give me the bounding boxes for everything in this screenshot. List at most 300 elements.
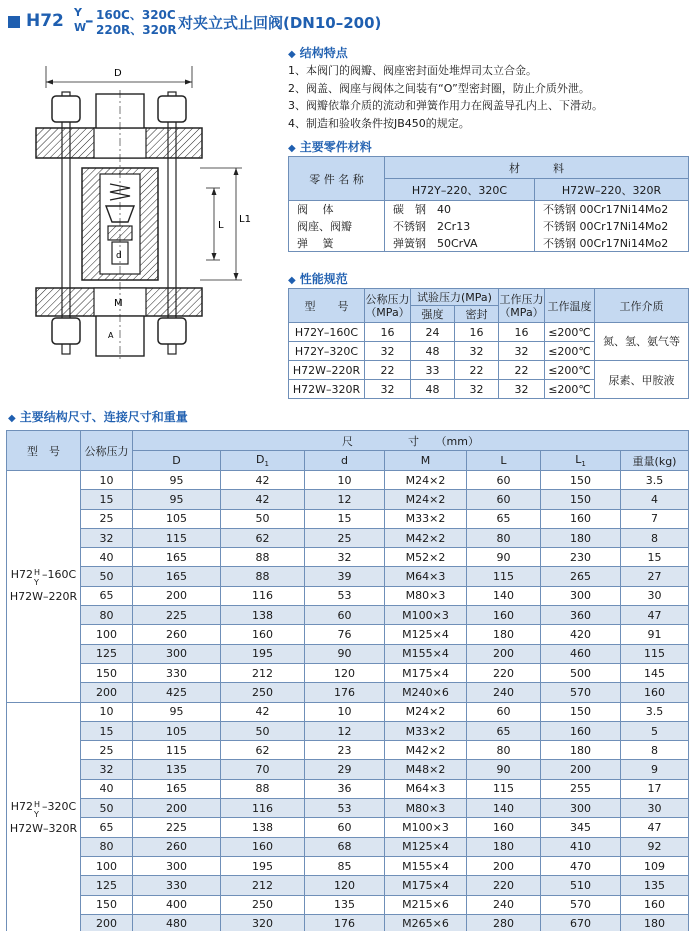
table-row [7,779,689,798]
dim-cell-D1: 88 [221,548,305,567]
dim-cell-weight: 3.5 [621,702,689,721]
dim-cell-weight: 109 [621,856,689,875]
dim-cell-L: 60 [467,490,541,509]
dim-cell-M: M52×2 [385,548,467,567]
dim-cell-M: M175×4 [385,663,467,682]
dim-cell-D1: 320 [221,914,305,931]
dim-cell-L1: 345 [541,818,621,837]
dim-cell-D1: 212 [221,663,305,682]
title-sub: W [74,21,87,34]
perf-strength: 48 [411,380,455,399]
dim-col-D1: $D_1$ [221,451,305,471]
dim-cell-pn: 10 [81,702,133,721]
dim-cell-M: M42×2 [385,741,467,760]
dim-cell-weight: 9 [621,760,689,779]
dim-cell-d: 76 [305,625,385,644]
dim-cell-L1: 300 [541,586,621,605]
dim-cell-M: M215×6 [385,895,467,914]
dim-cell-weight: 30 [621,586,689,605]
dim-cell-D1: 50 [221,721,305,740]
dim-cell-M: M100×3 [385,606,467,625]
dim-cell-D: 95 [133,490,221,509]
mat-col-b: H72W–220、320R [535,179,689,201]
dim-cell-L: 65 [467,509,541,528]
perf-strength: 33 [411,361,455,380]
dim-cell-D: 400 [133,895,221,914]
dim-cell-pn: 150 [81,895,133,914]
dim-cell-pn: 65 [81,586,133,605]
dim-cell-weight: 4 [621,490,689,509]
perf-temp: ≤200℃ [545,342,595,361]
dim-cell-L1: 360 [541,606,621,625]
materials-table [288,156,689,252]
dim-cell-pn: 80 [81,837,133,856]
dim-cell-d: 10 [305,471,385,490]
dim-cell-M: M100×3 [385,818,467,837]
dim-cell-D: 330 [133,663,221,682]
dim-col-d: d [305,451,385,471]
dim-cell-D: 260 [133,625,221,644]
title-bottom-option: 220R、320R [96,23,177,37]
dim-cell-L: 160 [467,606,541,625]
perf-medium-c: 氮、氢、氨气等 [595,323,689,361]
dimensions-table [6,430,689,931]
dim-col-L: L [467,451,541,471]
dim-col-model: 型 号 [7,431,81,471]
dim-cell-L: 160 [467,818,541,837]
dim-cell-M: M64×3 [385,567,467,586]
perf-seal: 16 [455,323,499,342]
dim-cell-d: 120 [305,876,385,895]
dim-col-L1: $L_1$ [541,451,621,471]
dim-cell-L: 180 [467,837,541,856]
dim-cell-pn: 65 [81,818,133,837]
dim-cell-weight: 145 [621,663,689,682]
title-square-icon [8,16,20,28]
dim-cell-D: 165 [133,567,221,586]
dim-cell-d: 60 [305,818,385,837]
dim-cell-D1: 195 [221,644,305,663]
perf-work: 32 [499,380,545,399]
dim-cell-weight: 115 [621,644,689,663]
table-row [289,218,689,235]
dim-cell-pn: 100 [81,625,133,644]
dim-label-d: d [116,251,122,261]
dim-cell-weight: 15 [621,548,689,567]
dim-cell-weight: 91 [621,625,689,644]
dim-cell-pn: 10 [81,471,133,490]
dim-cell-d: 176 [305,683,385,702]
dim-cell-L: 90 [467,548,541,567]
dim-cell-weight: 47 [621,818,689,837]
dim-col-pn: 公称压力 [81,431,133,471]
dim-cell-D: 330 [133,876,221,895]
table-row [7,663,689,682]
dim-cell-L1: 670 [541,914,621,931]
dim-cell-L1: 150 [541,702,621,721]
perf-col-nominal: 公称压力（MPa） [365,289,411,323]
table-row [7,837,689,856]
dim-cell-M: M24×2 [385,471,467,490]
dim-cell-pn: 50 [81,567,133,586]
mat-b: 不锈钢 00Cr17Ni14Mo2 [535,218,689,235]
dim-cell-D1: 62 [221,741,305,760]
dim-cell-d: 68 [305,837,385,856]
dim-cell-D1: 116 [221,586,305,605]
dim-cell-L: 200 [467,856,541,875]
dim-cell-L: 280 [467,914,541,931]
dim-cell-pn: 40 [81,779,133,798]
table-row [7,760,689,779]
dim-cell-L1: 150 [541,471,621,490]
feature-item: 2、阀盖、阀座与阀体之间装有“O”型密封圈，防止介质外泄。 [288,81,590,95]
dim-cell-pn: 200 [81,683,133,702]
dim-cell-L1: 180 [541,741,621,760]
perf-col-strength: 强度 [411,306,455,323]
dim-cell-D1: 160 [221,625,305,644]
dim-cell-D: 95 [133,702,221,721]
perf-work: 32 [499,342,545,361]
dim-cell-L1: 200 [541,760,621,779]
dim-cell-d: 135 [305,895,385,914]
dim-model-cell: H72 H Y –320C H72W–320R [7,702,81,931]
dim-cell-d: 25 [305,528,385,547]
mat-b: 不锈钢 00Cr17Ni14Mo2 [535,235,689,252]
dim-cell-D: 95 [133,471,221,490]
dim-cell-M: M33×2 [385,721,467,740]
perf-temp: ≤200℃ [545,380,595,399]
dim-cell-L1: 470 [541,856,621,875]
mat-col-a: H72Y–220、320C [385,179,535,201]
perf-seal: 32 [455,342,499,361]
dim-cell-pn: 80 [81,606,133,625]
dim-cell-M: M125×4 [385,837,467,856]
dim-cell-D: 105 [133,721,221,740]
dim-cell-L1: 570 [541,895,621,914]
dim-cell-L: 220 [467,876,541,895]
dim-cell-d: 29 [305,760,385,779]
perf-pn: 22 [365,361,411,380]
dim-cell-D: 135 [133,760,221,779]
table-row [7,509,689,528]
dim-cell-D: 225 [133,818,221,837]
dim-cell-weight: 8 [621,528,689,547]
dim-cell-M: M33×2 [385,509,467,528]
dim-cell-pn: 100 [81,856,133,875]
table-row [7,895,689,914]
table-row [289,323,689,342]
title-main: 对夹立式止回阀(DN10–200) [178,14,382,32]
dim-cell-weight: 92 [621,837,689,856]
title-top-option: 160C、320C [96,8,176,22]
perf-medium-r: 尿素、甲胺液 [595,361,689,399]
dim-cell-weight: 8 [621,741,689,760]
table-row [7,567,689,586]
dim-cell-L1: 420 [541,625,621,644]
dim-cell-L1: 410 [541,837,621,856]
dim-cell-d: 39 [305,567,385,586]
dim-cell-L: 90 [467,760,541,779]
dim-cell-L1: 500 [541,663,621,682]
dim-cell-D: 300 [133,644,221,663]
dim-cell-weight: 30 [621,799,689,818]
dim-cell-M: M125×4 [385,625,467,644]
dim-cell-L: 140 [467,586,541,605]
dim-cell-D1: 138 [221,606,305,625]
dim-cell-L1: 570 [541,683,621,702]
dim-cell-weight: 180 [621,914,689,931]
dim-cell-pn: 32 [81,528,133,547]
table-row [7,548,689,567]
dim-cell-D1: 50 [221,509,305,528]
mat-col-part: 零 件 名 称 [289,157,385,201]
dim-cell-pn: 25 [81,509,133,528]
table-row [7,741,689,760]
dim-cell-d: 60 [305,606,385,625]
dim-cell-L1: 255 [541,779,621,798]
dim-cell-L: 200 [467,644,541,663]
dim-cell-L: 240 [467,895,541,914]
dim-model-cell: H72 H Y –160C H72W–220R [7,471,81,703]
dim-cell-L: 80 [467,741,541,760]
table-row [7,528,689,547]
dim-cell-D: 105 [133,509,221,528]
dim-cell-d: 23 [305,741,385,760]
dim-cell-d: 90 [305,644,385,663]
dim-cell-weight: 160 [621,895,689,914]
dim-cell-L1: 150 [541,490,621,509]
feature-item: 4、制造和验收条件按JB450的规定。 [288,116,470,130]
dim-col-M: M [385,451,467,471]
perf-pn: 32 [365,380,411,399]
dim-cell-L: 240 [467,683,541,702]
perf-model: H72Y–160C [289,323,365,342]
dim-cell-L: 115 [467,567,541,586]
dim-cell-D1: 250 [221,895,305,914]
perf-strength: 24 [411,323,455,342]
dim-cell-weight: 17 [621,779,689,798]
performance-table [288,288,689,399]
dim-cell-M: M48×2 [385,760,467,779]
dim-cell-D: 115 [133,741,221,760]
perf-model: H72W–220R [289,361,365,380]
dim-cell-L: 60 [467,702,541,721]
dim-cell-D1: 250 [221,683,305,702]
dim-cell-M: M175×4 [385,876,467,895]
table-row [7,625,689,644]
dim-cell-L1: 160 [541,721,621,740]
diamond-icon: ◆ [288,143,296,154]
materials-heading: ◆ 主要零件材料 [288,140,372,154]
dim-cell-d: 15 [305,509,385,528]
dim-cell-L: 180 [467,625,541,644]
dim-cell-D: 200 [133,799,221,818]
dim-cell-pn: 25 [81,741,133,760]
dim-cell-L1: 510 [541,876,621,895]
dim-cell-D1: 212 [221,876,305,895]
dim-cell-d: 36 [305,779,385,798]
dim-cell-M: M80×3 [385,586,467,605]
dim-cell-M: M80×3 [385,799,467,818]
dim-cell-D: 425 [133,683,221,702]
dim-col-weight: 重量(kg) [621,451,689,471]
dim-cell-pn: 50 [81,799,133,818]
table-row [7,471,689,490]
dim-cell-D: 260 [133,837,221,856]
table-row [7,876,689,895]
dim-cell-pn: 125 [81,876,133,895]
mat-a: 碳 钢 40 [385,201,535,218]
dim-cell-M: M240×6 [385,683,467,702]
dim-cell-L: 140 [467,799,541,818]
perf-pn: 16 [365,323,411,342]
valve-section-drawing [10,56,272,366]
perf-temp: ≤200℃ [545,361,595,380]
dim-cell-D1: 138 [221,818,305,837]
dim-label-M: M [114,298,123,309]
title-sup: Y [74,6,82,19]
dim-cell-L1: 300 [541,799,621,818]
perf-model: H72W–320R [289,380,365,399]
perf-pn: 32 [365,342,411,361]
table-row [7,721,689,740]
dim-cell-D: 165 [133,548,221,567]
mat-a: 弹簧钢 50CrVA [385,235,535,252]
perf-model: H72Y–320C [289,342,365,361]
dim-label-L1: L1 [239,214,251,225]
dim-cell-D1: 195 [221,856,305,875]
dim-cell-D1: 62 [221,528,305,547]
dim-cell-D1: 116 [221,799,305,818]
perf-seal: 22 [455,361,499,380]
dim-cell-d: 53 [305,586,385,605]
performance-heading: ◆ 性能规范 [288,272,348,286]
mat-a: 不锈钢 2Cr13 [385,218,535,235]
feature-item: 1、本阀门的阀瓣、阀座密封面处堆焊司太立合金。 [288,64,537,77]
dim-cell-pn: 150 [81,663,133,682]
table-row [7,644,689,663]
perf-temp: ≤200℃ [545,323,595,342]
table-row [7,490,689,509]
dim-cell-M: M42×2 [385,528,467,547]
dim-cell-D: 165 [133,779,221,798]
dim-cell-M: M155×4 [385,856,467,875]
dim-cell-d: 12 [305,721,385,740]
dim-cell-L1: 160 [541,509,621,528]
page-title [8,6,698,40]
dim-cell-L: 220 [467,663,541,682]
diamond-icon: ◆ [8,413,16,424]
dim-cell-weight: 135 [621,876,689,895]
dim-cell-L: 60 [467,471,541,490]
dim-cell-D: 300 [133,856,221,875]
dim-cell-L: 80 [467,528,541,547]
dim-label-D: D [114,68,122,79]
table-row [289,361,689,380]
dim-cell-d: 120 [305,663,385,682]
dim-cell-pn: 125 [81,644,133,663]
perf-col-temp: 工作温度 [545,289,595,323]
dim-label-A: A [108,331,114,340]
dim-col-size: 尺 寸 （mm） [133,431,689,451]
perf-col-test: 试验压力(MPa) [411,289,499,306]
dim-cell-pn: 15 [81,490,133,509]
mat-part: 阀座、阀瓣 [289,218,385,235]
dim-cell-M: M64×3 [385,779,467,798]
mat-b: 不锈钢 00Cr17Ni14Mo2 [535,201,689,218]
dim-label-L: L [218,220,224,231]
title-prefix: H72 [26,11,64,31]
mat-part: 弹 簧 [289,235,385,252]
dim-cell-M: M265×6 [385,914,467,931]
diamond-icon: ◆ [288,275,296,286]
mat-col-material: 材 料 [385,157,689,179]
dim-cell-pn: 15 [81,721,133,740]
perf-work: 22 [499,361,545,380]
perf-col-seal: 密封 [455,306,499,323]
dim-cell-d: 53 [305,799,385,818]
dim-cell-L1: 265 [541,567,621,586]
table-row [7,606,689,625]
table-row [7,586,689,605]
dim-cell-weight: 3.5 [621,471,689,490]
dim-cell-D1: 42 [221,702,305,721]
dim-cell-D1: 42 [221,490,305,509]
dim-cell-D1: 160 [221,837,305,856]
table-row [7,856,689,875]
dim-cell-D1: 70 [221,760,305,779]
dimensions-heading: ◆ 主要结构尺寸、连接尺寸和重量 [8,410,188,424]
dim-cell-weight: 47 [621,606,689,625]
dim-cell-L1: 180 [541,528,621,547]
diamond-icon: ◆ [288,49,296,60]
feature-item: 3、阀瓣依靠介质的流动和弹簧作用力在阀盖导孔内上、下滑动。 [288,99,603,112]
table-row [289,235,689,252]
table-row [7,683,689,702]
dim-cell-weight: 160 [621,683,689,702]
dim-cell-d: 176 [305,914,385,931]
dim-cell-d: 12 [305,490,385,509]
dim-cell-weight: 5 [621,721,689,740]
dim-cell-D: 480 [133,914,221,931]
features-list [288,62,693,132]
dim-cell-D: 115 [133,528,221,547]
dim-cell-M: M24×2 [385,702,467,721]
features-heading: ◆ 结构特点 [288,46,348,60]
perf-col-model: 型 号 [289,289,365,323]
table-row [7,914,689,931]
dim-cell-D1: 42 [221,471,305,490]
dim-cell-D: 225 [133,606,221,625]
dim-col-D: D [133,451,221,471]
table-row [7,702,689,721]
table-row [7,799,689,818]
dim-cell-d: 32 [305,548,385,567]
perf-col-medium: 工作介质 [595,289,689,323]
dim-cell-D: 200 [133,586,221,605]
perf-seal: 32 [455,380,499,399]
dim-cell-L1: 230 [541,548,621,567]
table-row [289,201,689,218]
perf-strength: 48 [411,342,455,361]
dim-cell-D1: 88 [221,567,305,586]
mat-part: 阀 体 [289,201,385,218]
dim-cell-d: 85 [305,856,385,875]
dim-cell-L1: 460 [541,644,621,663]
title-dash: – [85,11,94,31]
dim-cell-weight: 27 [621,567,689,586]
perf-col-work: 工作压力（MPa） [499,289,545,323]
